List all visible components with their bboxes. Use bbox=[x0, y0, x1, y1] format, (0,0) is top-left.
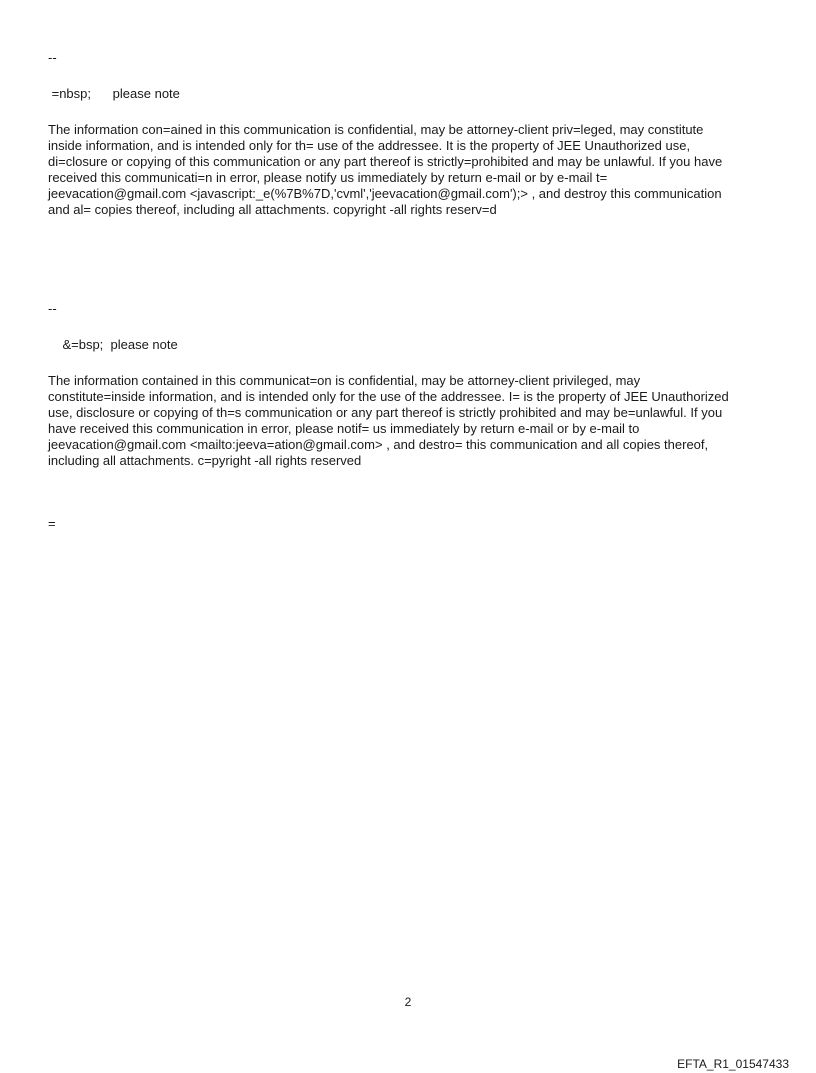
notice-2-line-4: have received this communication in error, please notif= us immediately by return e-mail or by e-mail to bbox=[48, 421, 640, 436]
notice-1-line-5: jeevacation@gmail.com <javascript:_e(%7B%7D,'cvml','jeevacation@gmail.com');> , and destroy this communication bbox=[48, 186, 722, 201]
page-number: 2 bbox=[404, 995, 412, 1009]
notice-1-line-3: di=closure or copying of this communication or any part thereof is strictly=prohibited and may be unlawful. If you have bbox=[48, 154, 723, 169]
notice-1-line-4: received this communicati=n in error, please notify us immediately by return e-mail or by e-mail t= bbox=[48, 170, 608, 185]
notice-2-line-3: use, disclosure or copying of th=s communication or any part thereof is strictly prohibited and may be=unlawful. If you bbox=[48, 405, 723, 420]
notice-1-line-1: The information con=ained in this communication is confidential, may be attorney-client priv=leged, may constitute bbox=[48, 122, 704, 137]
notice-2-line-1: The information contained in this communicat=on is confidential, may be attorney-client privileged, may bbox=[48, 373, 641, 388]
confidentiality-notice-1 bbox=[48, 122, 768, 218]
notice-1-line-6: and al= copies thereof, including all attachments. copyright -all rights reserv=d bbox=[48, 202, 497, 217]
notice-2-line-2: constitute=inside information, and is intended only for the use of the addressee. I= is the property of JEE Unauthorized bbox=[48, 389, 729, 404]
notice-2-line-6: including all attachments. c=pyright -all rights reserved bbox=[48, 453, 362, 468]
confidentiality-notice-2 bbox=[48, 373, 768, 469]
notice-1-line-2: inside information, and is intended only for th= use of the addressee. It is the property of JEE Unauthorized use, bbox=[48, 138, 691, 153]
separator-dashes-2: -- bbox=[48, 301, 57, 316]
separator-dashes-1: -- bbox=[48, 50, 57, 65]
please-note-2: &=bsp; please note bbox=[48, 337, 178, 352]
notice-2-line-5: jeevacation@gmail.com <mailto:jeeva=ation@gmail.com> , and destro= this communication and all copies thereof, bbox=[48, 437, 709, 452]
please-note-1: =nbsp; please note bbox=[48, 86, 180, 101]
bates-id: EFTA_R1_01547433 bbox=[677, 1057, 789, 1071]
trailing-equals: = bbox=[48, 516, 56, 531]
